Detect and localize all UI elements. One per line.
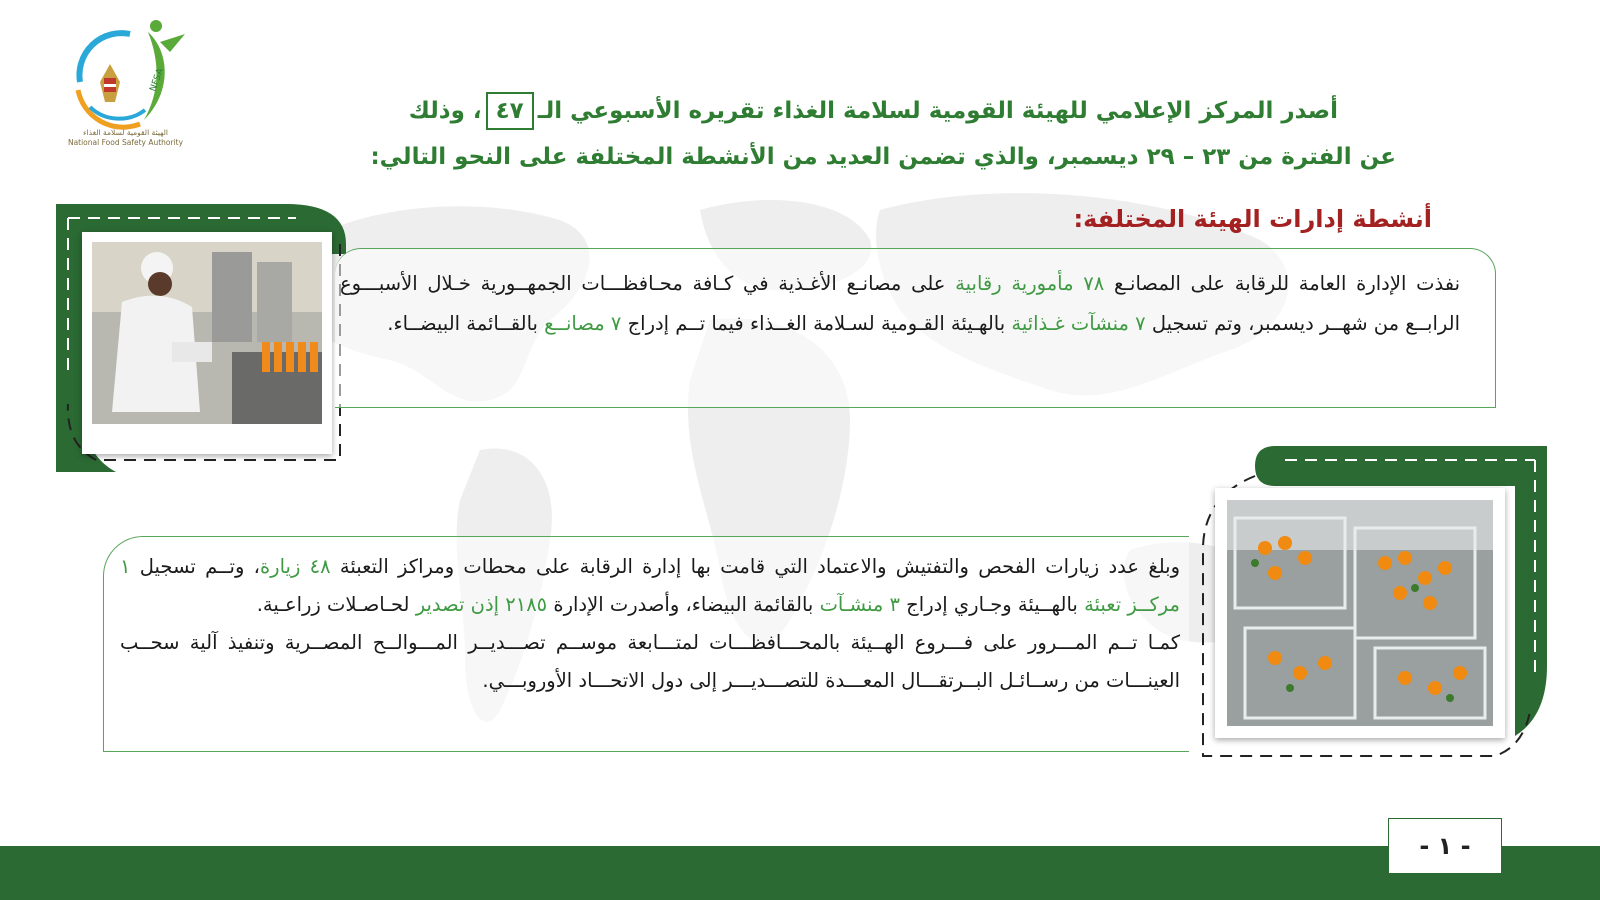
headline-part2: ، وذلك	[408, 98, 482, 124]
paragraph2: وبلغ عدد زيارات الفحص والتفتيش والاعتماد التي قامت بها إدارة الرقابة على محطات ومراكز التعبئة ٤٨ زيارة، وتــم تسجيل ١ مركــز تعبئة بالهــيئة وجـاري إدراج ٣ منشـآت بالقائمة البيضاء، وأصدرت الإدارة ٢١٨٥ إذن تصدير لحـاصـلات زراعـية. كمـا تــم المـــرور على فـــروع الهــيئة بالمحـــافظـــات لمتـــابعة موســم تصـــديــر المـــوالــح المصــرية وتنفيذ آلية سحــب العينـــات من رســائـل البــرتقـــال المعـــدة للتصـــديـــر إلى دول الاتحـــاد الأوروبـــي.	[120, 555, 1180, 692]
page-number: - ١ -	[1388, 818, 1502, 874]
paragraph3: كمـا تــم المـــرور على فـــروع الهــيئة بالمحـــافظـــات لمتـــابعة موســم تصـــديــر المـــوالــح المصــرية وتنفيذ آلية سحــب العينـــات من رســائـل البــرتقـــال المعـــدة للتصـــديـــر إلى دول الاتحـــاد الأوروبـــي.	[120, 631, 1180, 692]
highlight-packing-center: ١ مركــز تعبئة	[120, 555, 1180, 616]
highlight-facilities: ٣ منشـآت	[819, 593, 900, 616]
logo-caption-arabic: الهيئة القومية لسلامة الغذاء	[83, 128, 168, 137]
highlight-missions: ٧٨ مأمورية رقابية	[955, 272, 1105, 295]
paragraph1: نفذت الإدارة العامة للرقابة على المصانـع ٧٨ مأمورية رقابية على مصانـع الأغـذية في كـافة محـافظـــات الجمهــورية خـلال الأسبـــوع الرابــع من شهــر ديسمبر، وتم تسجيل ٧ منشآت غـذائية بالهـيئة القـومية لسـلامة الغــذاء فيما تــم إدراج ٧ مصانــع بالقــائمة البيضــاء.	[340, 272, 1460, 335]
orange-crates-photo	[1215, 488, 1505, 738]
logo-caption-english: National Food Safety Authority	[67, 138, 184, 147]
highlight-visits: ٤٨ زيارة	[259, 555, 331, 578]
factory-worker-photo	[82, 232, 332, 454]
highlight-factories: ٧ مصانــع	[544, 312, 622, 335]
highlight-export-permits: ٢١٨٥ إذن تصدير	[415, 593, 548, 616]
logo-caption	[58, 128, 193, 148]
footer-bar	[0, 846, 1600, 900]
svg-text:NFSA: NFSA	[148, 67, 166, 94]
report-number-box: ٤٧	[486, 92, 534, 130]
headline-line2: عن الفترة من ٢٣ – ٢٩ ديسمبر، والذي تضمن العديد من الأنشطة المختلفة على النحو التالي:	[370, 144, 1396, 170]
highlight-food-facilities: ٧ منشآت غـذائية	[1011, 312, 1146, 335]
headline-part1: أصدر المركز الإعلامي للهيئة القومية لسلامة الغذاء تقريره الأسبوعي الـ	[537, 98, 1338, 124]
report-headline	[288, 88, 1396, 180]
section-title: أنشطة إدارات الهيئة المختلفة:	[1073, 205, 1432, 233]
